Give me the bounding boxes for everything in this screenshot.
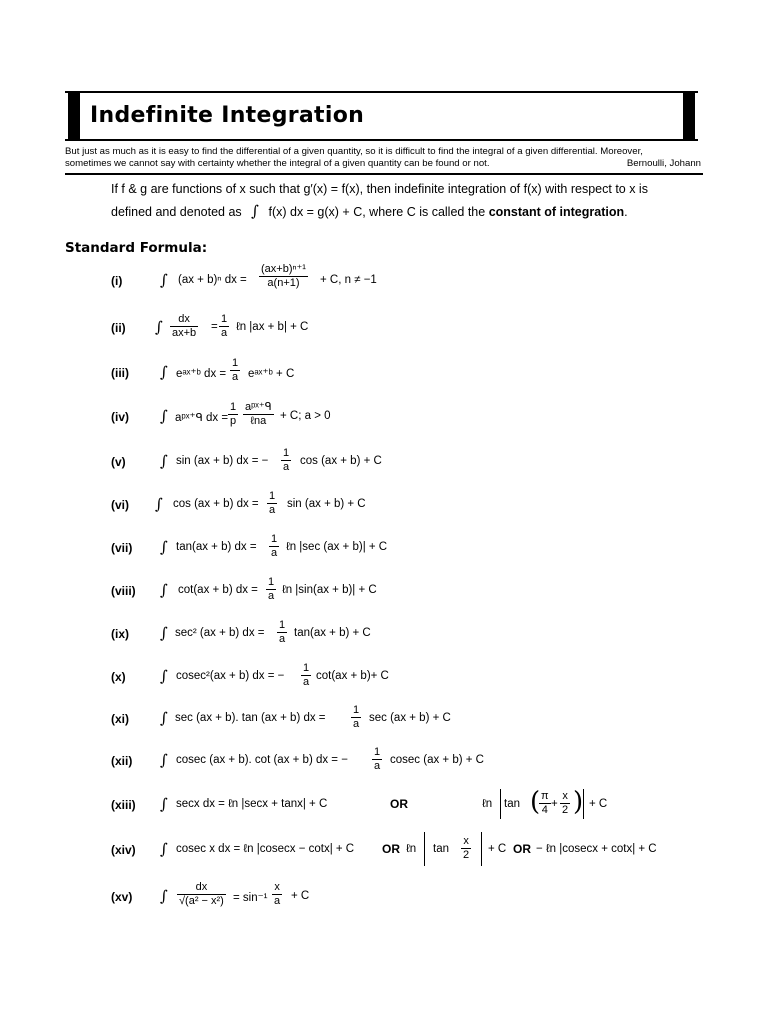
formula-fraction <box>259 263 308 290</box>
formula-viii <box>0 569 768 613</box>
epigraph-line-2: sometimes we cannot say with certainty whether the integral of a given quantity can be found or not. <box>65 158 490 169</box>
formula-rhs: − ℓn |cosecx + cotx| + C <box>536 843 657 855</box>
intro-line-2-mid: f(x) dx = g(x) + C, where C is called the <box>268 205 486 219</box>
integral-sign: ∫ <box>160 538 168 556</box>
fraction-denominator: 2 <box>562 804 569 816</box>
fraction-numerator: dx <box>178 313 190 325</box>
formula-lhs: cot(ax + b) dx = <box>178 584 258 596</box>
plus-sign: + <box>551 798 558 810</box>
formula-xi <box>0 697 768 741</box>
intro-line-1: If f & g are functions of x such that g′(x) = f(x), then indefinite integration of f(x) with respect to x is <box>111 182 648 196</box>
formula-xiv <box>0 828 768 872</box>
fraction-numerator: 1 <box>232 357 239 369</box>
integral-sign: ∫ <box>160 452 168 470</box>
formula-number: (ix) <box>111 627 129 641</box>
pi-fraction <box>539 790 551 817</box>
formula-number: (xii) <box>111 754 133 768</box>
formula-fraction <box>277 619 287 646</box>
formula-rhs: ℓn |sin(ax + b)| + C <box>282 584 377 596</box>
formula-number: (xi) <box>111 712 129 726</box>
integral-sign: ∫ <box>160 581 168 599</box>
integral-sign: ∫ <box>160 751 168 769</box>
abs-bar-right <box>583 789 584 819</box>
formula-i <box>0 260 768 304</box>
formula-number: (vi) <box>111 498 129 512</box>
formula-number: (x) <box>111 670 126 684</box>
fraction-numerator: 1 <box>271 533 278 545</box>
formula-lhs: sin (ax + b) dx = − <box>176 455 269 467</box>
formula-number: (xiii) <box>111 798 136 812</box>
fraction-numerator: 1 <box>353 704 360 716</box>
formula-fraction <box>219 313 229 340</box>
tan-label: tan <box>504 798 520 810</box>
formula-fraction <box>372 746 382 773</box>
fraction-denominator: a <box>374 760 381 772</box>
fraction-numerator: x <box>562 790 568 802</box>
epigraph-line-1: But just as much as it is easy to find the differential of a given quantity, so it is difficult to find the integral of a given differential. Moreover, <box>65 146 643 157</box>
formula-rhs: + C <box>291 890 310 902</box>
fraction-denominator: a <box>269 504 276 516</box>
formula-lhs: (ax + b)ⁿ dx = <box>178 274 247 286</box>
intro-line-2 <box>111 203 705 220</box>
equals-sign: = <box>211 321 218 333</box>
integral-sign: ∫ <box>160 667 168 685</box>
formula-number: (vii) <box>111 541 133 555</box>
formula-fraction <box>272 881 282 908</box>
formula-lhs: cosec (ax + b). cot (ax + b) dx = − <box>176 754 348 766</box>
formula-vii <box>0 526 768 570</box>
fraction-denominator: 2 <box>463 849 470 861</box>
title-block-right <box>683 91 695 141</box>
formula-fraction-2 <box>243 401 274 428</box>
fraction-numerator: aᵖˣ⁺ᑫ <box>245 401 272 413</box>
fraction-numerator: 1 <box>283 447 290 459</box>
fraction-denominator: a <box>271 547 278 559</box>
formula-lhs: eᵃˣ⁺ᵇ dx = <box>176 368 227 380</box>
formula-xv <box>0 876 768 920</box>
formula-number: (xv) <box>111 890 133 904</box>
formula-fraction <box>266 576 276 603</box>
x-fraction <box>461 835 471 862</box>
integral-sign: ∫ <box>155 495 163 513</box>
formula-number: (iii) <box>111 366 129 380</box>
title-bar <box>65 91 698 141</box>
intro-line-2-pre: defined and denoted as <box>111 205 242 219</box>
integral-sign: ∫ <box>155 318 163 336</box>
formula-lhs: cos (ax + b) dx = <box>173 498 259 510</box>
page-title: Indefinite Integration <box>90 103 365 128</box>
fraction-numerator: x <box>463 835 469 847</box>
fraction-denominator: a <box>232 371 239 383</box>
formula-rhs: + C, n ≠ −1 <box>320 274 377 286</box>
title-block-left <box>68 91 80 141</box>
formula-x <box>0 655 768 699</box>
formula-iii <box>0 350 768 394</box>
formula-lhs: secx dx = ℓn |secx + tanx| + C <box>176 798 328 810</box>
formula-rhs: + C; a > 0 <box>280 410 331 422</box>
epigraph-author: Bernoulli, Johann <box>626 158 701 169</box>
integral-sign: ∫ <box>160 840 168 858</box>
formula-number: (viii) <box>111 584 136 598</box>
ln-label: ℓn <box>482 798 493 810</box>
formula-rhs: cot(ax + b)+ C <box>316 670 389 682</box>
formula-lhs: aᵖˣ⁺ᑫ dx = <box>175 412 229 424</box>
abs-bar-left <box>500 789 501 819</box>
abs-bar-right <box>481 832 482 866</box>
formula-fraction <box>351 704 361 731</box>
integral-sign: ∫ <box>160 709 168 727</box>
lhs-fraction <box>170 313 198 340</box>
ln-label: ℓn <box>406 843 417 855</box>
formula-lhs: sec² (ax + b) dx = <box>175 627 265 639</box>
formula-rhs: sin (ax + b) + C <box>287 498 366 510</box>
abs-bar-left <box>424 832 425 866</box>
epigraph <box>65 146 701 170</box>
title-rule-bottom <box>65 139 698 141</box>
formula-rhs: eᵃˣ⁺ᵇ + C <box>248 368 295 380</box>
integral-sign: ∫ <box>251 202 259 220</box>
formula-rhs: sec (ax + b) + C <box>369 712 451 724</box>
paren-left: ( <box>530 787 541 817</box>
or-label-2: OR <box>513 842 531 856</box>
formula-vi <box>0 483 768 527</box>
formula-number: (ii) <box>111 321 126 335</box>
or-label: OR <box>382 842 400 856</box>
fraction-numerator: 1 <box>221 313 228 325</box>
formula-lhs: cosec²(ax + b) dx = − <box>176 670 285 682</box>
formula-fraction <box>301 662 311 689</box>
fraction-denominator: a(n+1) <box>259 276 308 290</box>
formula-rhs: + C <box>589 798 608 810</box>
fraction-numerator: x <box>274 881 280 893</box>
paren-right: ) <box>573 787 584 817</box>
fraction-numerator: 1 <box>303 662 310 674</box>
formula-xii <box>0 739 768 783</box>
formula-number: (v) <box>111 455 126 469</box>
fraction-denominator: ax+b <box>172 327 197 339</box>
fraction-denominator: 4 <box>539 803 551 817</box>
fraction-denominator: a <box>221 327 228 339</box>
formula-number: (iv) <box>111 410 129 424</box>
formula-iv <box>0 395 768 439</box>
or-label: OR <box>390 797 408 811</box>
fraction-denominator: a <box>303 676 310 688</box>
lhs-fraction <box>177 881 226 908</box>
fraction-numerator: 1 <box>279 619 286 631</box>
integral-sign: ∫ <box>160 795 168 813</box>
x-fraction <box>560 790 570 817</box>
constant-of-integration: constant of integration <box>488 205 625 219</box>
integral-sign: ∫ <box>160 363 168 381</box>
formula-rhs: ℓn |ax + b| + C <box>236 321 309 333</box>
plus-c: + C <box>488 843 507 855</box>
formula-lhs: tan(ax + b) dx = <box>176 541 257 553</box>
fraction-numerator: π <box>541 790 549 802</box>
fraction-denominator: a <box>353 718 360 730</box>
formula-rhs: cos (ax + b) + C <box>300 455 382 467</box>
fraction-denominator: √(a² − x²) <box>179 895 224 907</box>
fraction-numerator: 1 <box>268 576 275 588</box>
integral-sign: ∫ <box>160 271 168 289</box>
formula-v <box>0 440 768 484</box>
formula-ix <box>0 612 768 656</box>
formula-number: (xiv) <box>111 843 136 857</box>
formula-rhs: cosec (ax + b) + C <box>390 754 484 766</box>
formula-rhs: ℓn |sec (ax + b)| + C <box>286 541 388 553</box>
integral-sign: ∫ <box>160 407 168 425</box>
header-divider <box>65 173 703 175</box>
formula-number: (i) <box>111 274 123 288</box>
integral-sign: ∫ <box>160 887 168 905</box>
fraction-denominator: a <box>274 895 281 907</box>
fraction-numerator: dx <box>195 881 208 893</box>
fraction-denominator: a <box>268 590 275 602</box>
formula-fraction <box>267 490 277 517</box>
fraction-numerator: 1 <box>374 746 381 758</box>
fraction-denominator: ℓna <box>243 414 274 428</box>
fraction-numerator: (ax+b)ⁿ⁺¹ <box>261 263 306 275</box>
fraction-denominator: p <box>230 415 237 427</box>
integral-sign: ∫ <box>160 624 168 642</box>
fraction-denominator: a <box>283 461 290 473</box>
formula-rhs: tan(ax + b) + C <box>294 627 371 639</box>
formula-fraction <box>269 533 279 560</box>
section-title: Standard Formula: <box>65 240 208 256</box>
tan-label: tan <box>433 843 449 855</box>
fraction-numerator: 1 <box>230 401 237 413</box>
formula-ii <box>0 306 768 350</box>
fraction-numerator: 1 <box>269 490 276 502</box>
formula-lhs: cosec x dx = ℓn |cosecx − cotx| + C <box>176 843 355 855</box>
formula-lhs: sec (ax + b). tan (ax + b) dx = <box>175 712 326 724</box>
title-rule-top <box>65 91 698 93</box>
equals-arcsin: = sin⁻¹ <box>233 892 268 904</box>
formula-fraction <box>228 401 238 428</box>
fraction-denominator: a <box>279 633 286 645</box>
formula-xiii <box>0 783 768 827</box>
formula-fraction <box>281 447 291 474</box>
intro-line-2-end: . <box>624 205 628 219</box>
formula-fraction <box>230 357 240 384</box>
